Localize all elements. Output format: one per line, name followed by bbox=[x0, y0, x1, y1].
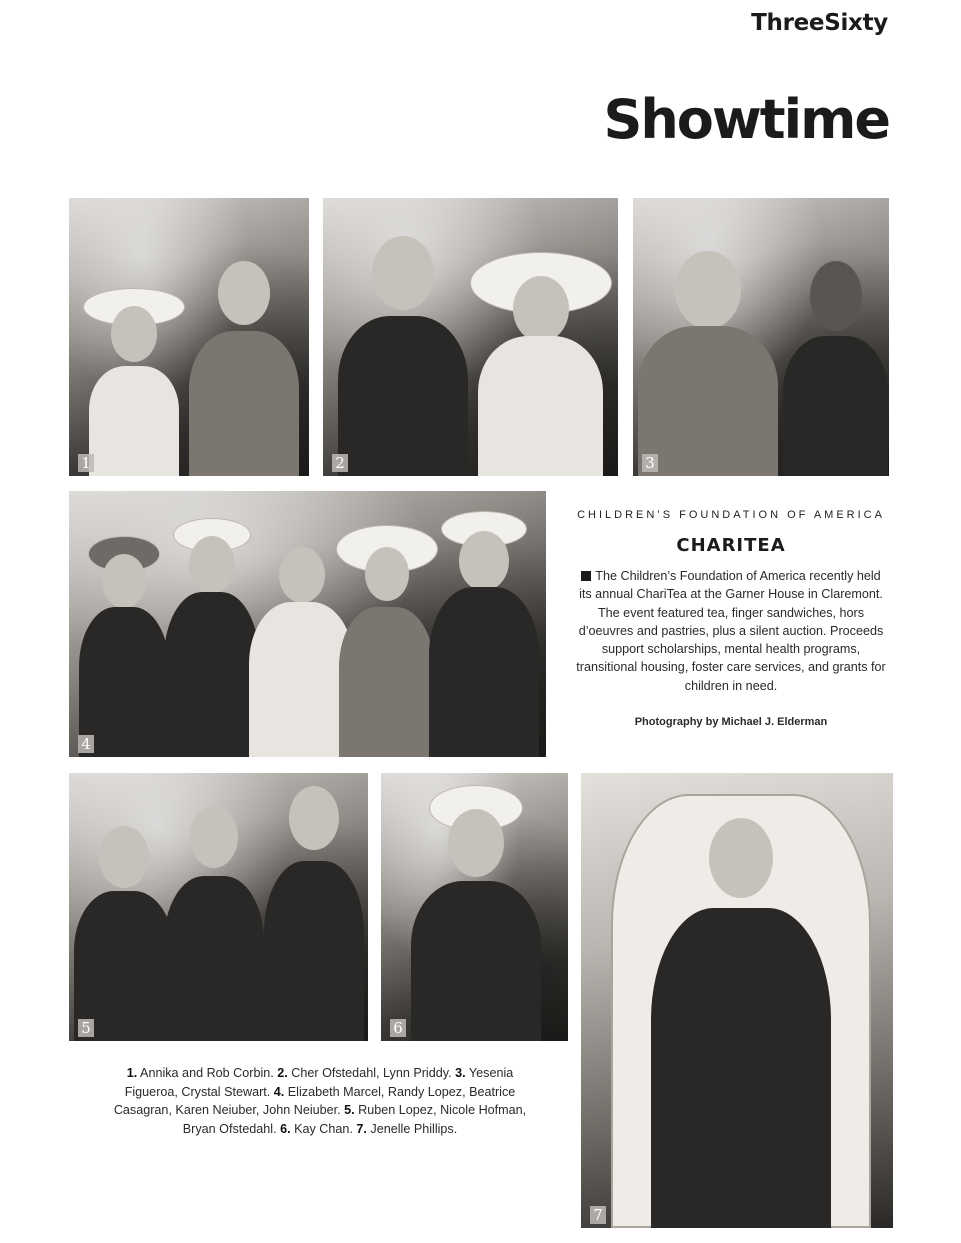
person-figure bbox=[783, 261, 888, 476]
article-body-text: The Children’s Foundation of America recently held its annual ChariTea at the Garner House in Claremont. The event featured tea, finger sandwiches, hors d’oeuvres and pastries, plus a silent auction. Proceeds support scholarships, mental health programs, transitional housing, foster care services, and grants for children in need. bbox=[576, 569, 886, 693]
photo-3 bbox=[633, 198, 889, 476]
photo-number: 6 bbox=[390, 1019, 406, 1037]
section-label: ThreeSixty bbox=[751, 10, 888, 36]
photo-number: 2 bbox=[332, 454, 348, 472]
caption-text: Elizabeth Marcel, Randy Lopez, Beatrice Casagran, Karen Neiuber, John Neiuber. bbox=[113, 1084, 516, 1118]
caption-text: Kay Chan. bbox=[290, 1121, 357, 1136]
person-figure bbox=[339, 537, 434, 757]
photo-number: 5 bbox=[78, 1019, 94, 1037]
article-body bbox=[575, 567, 887, 695]
article-headline: CHARITEA bbox=[676, 535, 786, 556]
photo-number: 1 bbox=[78, 454, 94, 472]
caption-number: 1. bbox=[126, 1066, 138, 1080]
person-figure bbox=[164, 522, 259, 757]
caption-text: Annika and Rob Corbin. bbox=[137, 1066, 278, 1080]
person-figure bbox=[338, 236, 468, 476]
page-title: Showtime bbox=[603, 88, 889, 151]
person-figure bbox=[89, 296, 179, 476]
photo-number: 7 bbox=[590, 1206, 606, 1224]
person-figure bbox=[74, 826, 174, 1041]
person-figure bbox=[651, 818, 831, 1228]
caption-text: Ruben Lopez, Nicole Hofman, Bryan Ofstedahl. bbox=[182, 1103, 527, 1136]
photo-5 bbox=[69, 773, 368, 1041]
caption-text: Jenelle Phillips. bbox=[366, 1121, 458, 1136]
caption-number: 3. bbox=[455, 1066, 466, 1080]
caption-text: Cher Ofstedahl, Lynn Priddy. bbox=[287, 1066, 456, 1080]
bullet-square-icon bbox=[581, 571, 591, 581]
person-figure bbox=[478, 266, 603, 476]
person-figure bbox=[429, 517, 539, 757]
caption-number: 2. bbox=[277, 1066, 288, 1080]
photo-1 bbox=[69, 198, 309, 476]
person-figure bbox=[411, 791, 541, 1041]
caption-text: Yesenia Figueroa, Crystal Stewart. bbox=[124, 1066, 514, 1099]
person-figure bbox=[164, 806, 264, 1041]
person-figure bbox=[189, 261, 299, 476]
caption-number: 5. bbox=[344, 1103, 355, 1118]
article-eyebrow: CHILDREN’S FOUNDATION OF AMERICA bbox=[577, 509, 885, 521]
photo-number: 3 bbox=[642, 454, 658, 472]
photo-4 bbox=[69, 491, 546, 757]
photo-credit: Photography by Michael J. Elderman bbox=[634, 716, 828, 728]
photo-captions bbox=[100, 1064, 540, 1138]
person-figure bbox=[638, 251, 778, 476]
person-figure bbox=[79, 542, 169, 757]
person-figure bbox=[264, 786, 364, 1041]
photo-6 bbox=[381, 773, 568, 1041]
caption-number: 6. bbox=[280, 1121, 291, 1136]
photo-number: 4 bbox=[78, 735, 94, 753]
photo-7 bbox=[581, 773, 893, 1228]
caption-number: 7. bbox=[356, 1121, 367, 1136]
caption-number: 4. bbox=[273, 1084, 285, 1099]
photo-2 bbox=[323, 198, 618, 476]
